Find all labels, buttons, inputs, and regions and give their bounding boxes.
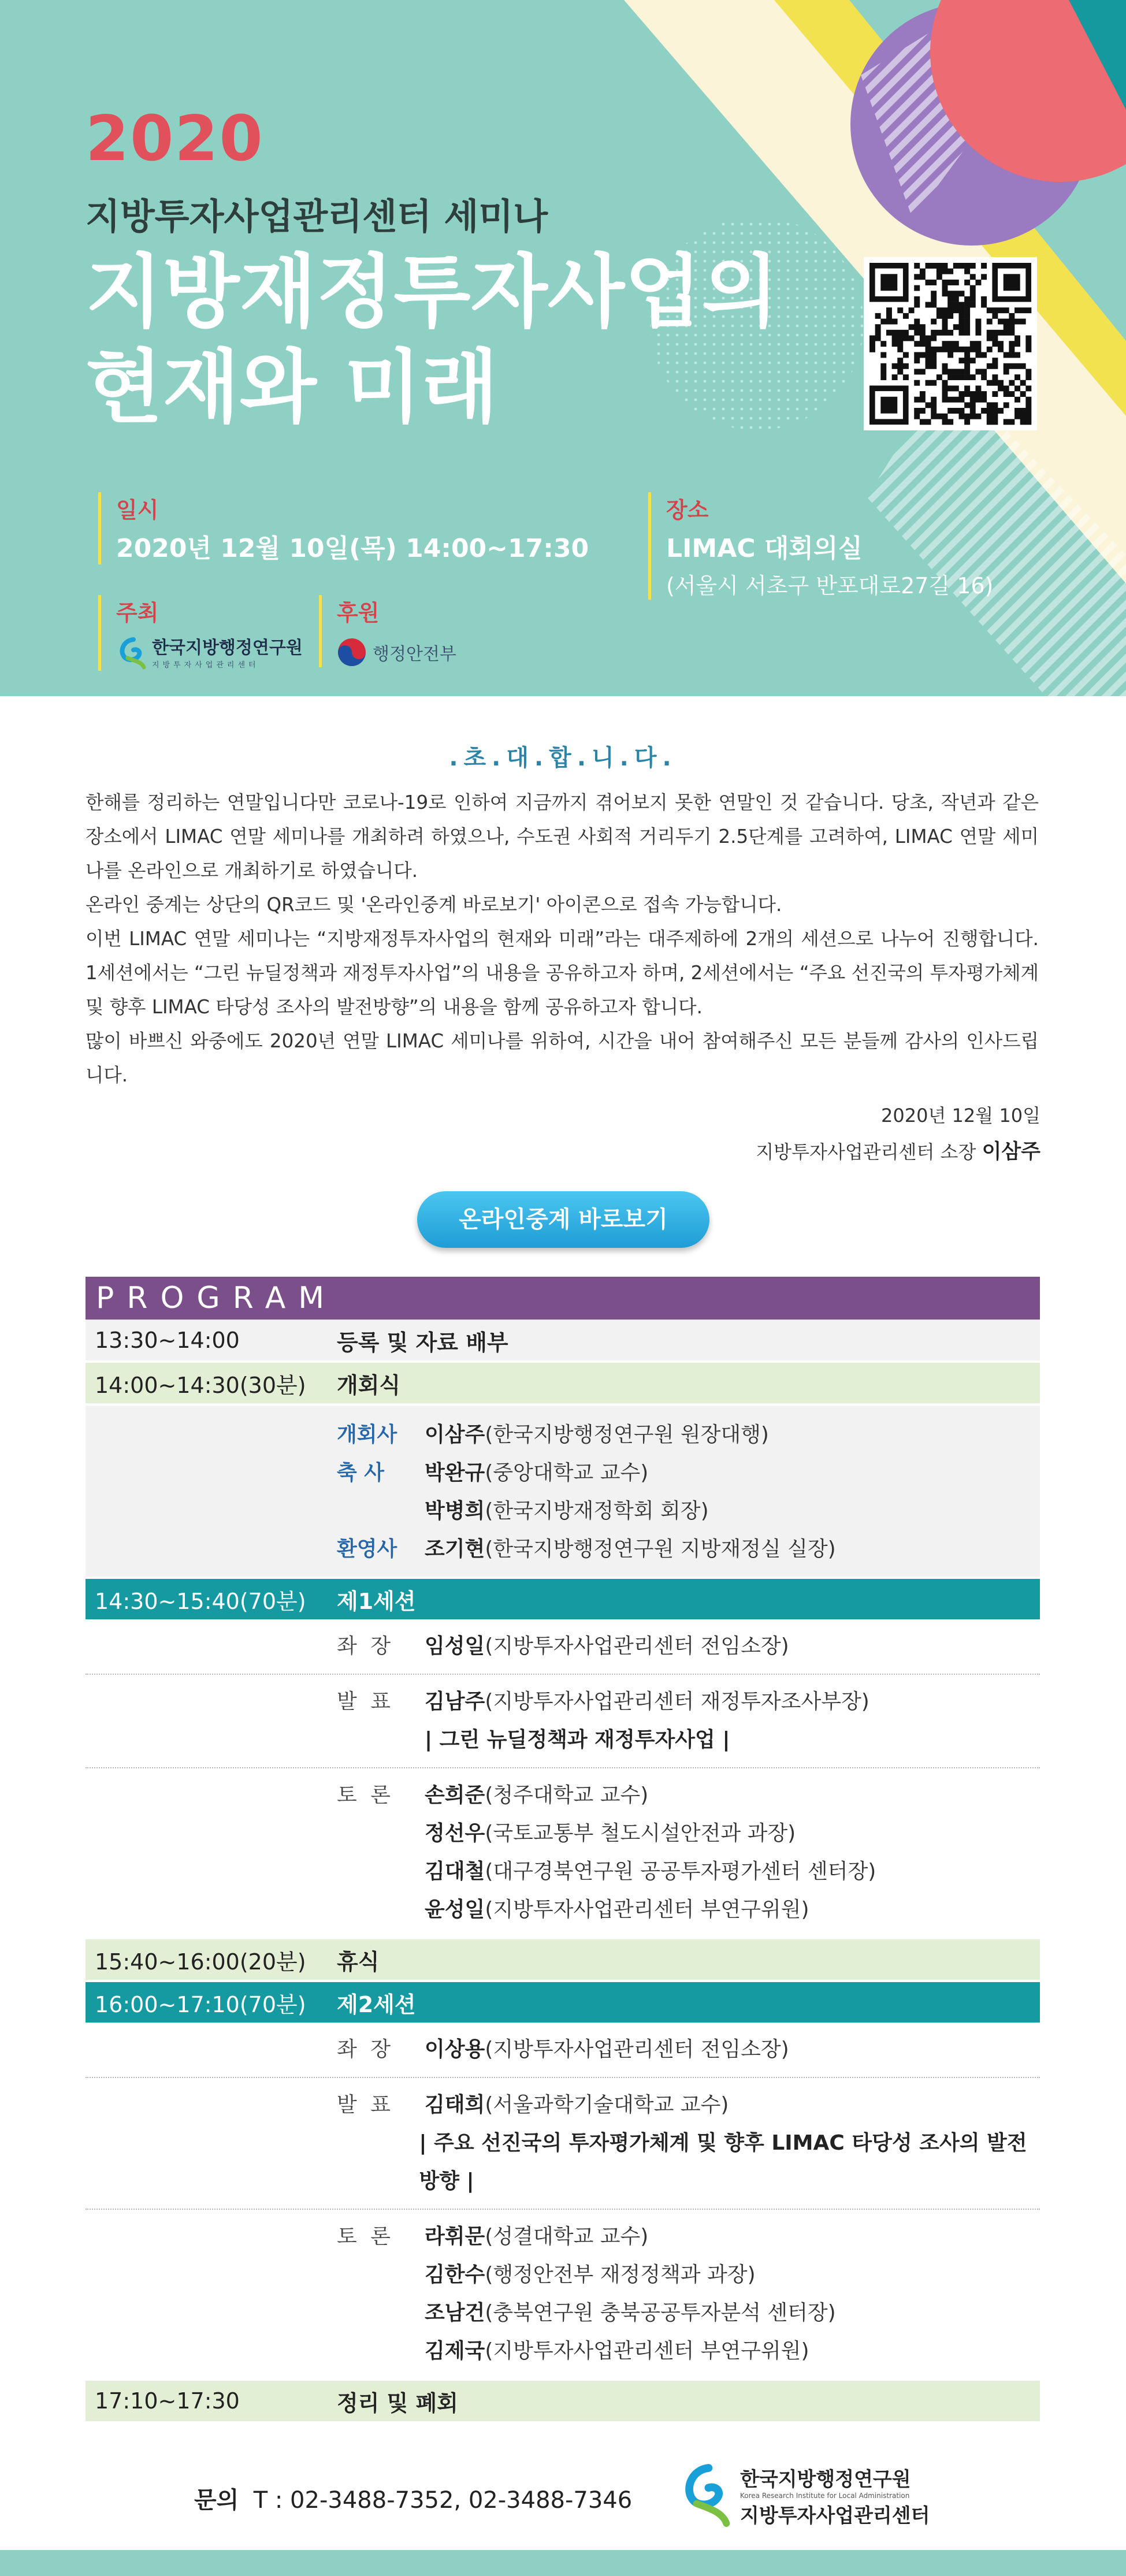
- program-time: 15:40~16:00(20분): [95, 1949, 306, 1975]
- event-title-line1: 지방재정투자사업의: [86, 246, 779, 339]
- program-row-closing: [86, 2381, 1040, 2421]
- event-year: 2020: [86, 103, 264, 175]
- person-affiliation: (충북연구원 충북공공투자분석 센터장): [485, 2301, 836, 2325]
- place-value: LIMAC 대회의실: [666, 534, 863, 563]
- person-affiliation: (중앙대학교 교수): [485, 1461, 649, 1485]
- person-affiliation: (대구경북연구원 공공투자평가센터 센터장): [485, 1860, 876, 1883]
- presenter-role: 발 표: [337, 2093, 394, 2117]
- program-time: 16:00~17:10(70분): [95, 1991, 306, 2017]
- session2-details: [86, 2023, 1040, 2378]
- person-name: 박완규: [425, 1461, 485, 1485]
- discussant-line: [86, 2256, 1040, 2294]
- signature-title: 지방투자사업관리센터 소장: [756, 1141, 976, 1163]
- event-subtitle: 지방투자사업관리센터 세미나: [86, 195, 548, 237]
- person-name: 김대철: [425, 1860, 485, 1883]
- discussant-line: [86, 2294, 1040, 2332]
- discussant-line: [86, 1776, 1040, 1815]
- session2-chair: [86, 2023, 1040, 2077]
- sponsor-org-name: 행정안전부: [373, 644, 456, 664]
- presenter-line: [86, 1683, 1040, 1721]
- invitation-paragraph: 이번 LIMAC 연말 세미나는 “지방재정투자사업의 현재와 미래”라는 대주제하에 2개의 세션으로 나누어 진행합니다. 1세션에서는 “그린 뉴딜정책과 재정투자사업”의 내용을 공유하고자 하며, 2세션에서는 “주요 선진국의 투자평가체계 및 향후 LIMAC 타당성 조사의 발전방향”의 내용을 함께 공유하고자 합니다.: [86, 928, 1039, 1018]
- person-affiliation: (한국지방재정학회 회장): [485, 1499, 709, 1523]
- opening-role: 개회사: [337, 1423, 397, 1447]
- presenter-line: [86, 2086, 1040, 2124]
- person-name: 임성일: [425, 1634, 485, 1658]
- date-value: 2020년 12월 10일(목) 14:00~17:30: [116, 534, 589, 563]
- sponsor-info: [319, 595, 456, 667]
- program-row-opening: [86, 1363, 1040, 1403]
- person-name: 정선우: [425, 1822, 485, 1845]
- host-org-name: 한국지방행정연구원: [152, 638, 303, 659]
- discussant-line: [86, 1853, 1040, 1891]
- person-affiliation: (지방투자사업관리센터 전임소장): [485, 2038, 789, 2061]
- hero-banner: [0, 0, 1126, 696]
- footer-org-english: Korea Research Institute for Local Administration: [740, 2492, 910, 2500]
- program-label: 제2세션: [337, 1991, 416, 2017]
- person-name: 윤성일: [425, 1898, 485, 1921]
- program-label: 휴식: [337, 1949, 380, 1975]
- live-stream-button[interactable]: 온라인중계 바로보기: [417, 1191, 709, 1248]
- date-label: 일시: [116, 497, 159, 523]
- topic-line: [86, 1721, 1040, 1759]
- footer-logo: [679, 2463, 930, 2528]
- program-label: 정리 및 폐회: [337, 2390, 458, 2416]
- person-affiliation: (국토교통부 철도시설안전과 과장): [485, 1822, 796, 1845]
- person-affiliation: (지방투자사업관리센터 부연구위원): [485, 1898, 809, 1921]
- program-time: 14:00~14:30(30분): [95, 1372, 306, 1398]
- program-header: PROGRAM: [86, 1277, 1040, 1319]
- invitation-paragraph: 한해를 정리하는 연말입니다만 코로나-19로 인하여 지금까지 겪어보지 못한 연말인 것 같습니다. 당초, 작년과 같은 장소에서 LIMAC 연말 세미나를 개최하려 하였으나, 수도권 사회적 거리두기 2.5단계를 고려하여, LIMAC 연말 세미나를 온라인으로 개최하기로 하였습니다.: [86, 791, 1039, 882]
- session1-presentation: [86, 1674, 1040, 1767]
- contact-phone: T : 02-3488-7352, 02-3488-7346: [253, 2487, 633, 2514]
- person-affiliation: (지방투자사업관리센터 전임소장): [485, 1634, 789, 1658]
- place-address: (서울시 서초구 반포대로27길 16): [666, 573, 994, 599]
- session2-presentation: [86, 2077, 1040, 2209]
- program-row-session2: [86, 1982, 1040, 2023]
- person-name: 라휘문: [425, 2225, 485, 2248]
- person-name: 김제국: [425, 2339, 485, 2363]
- invitation-body: [86, 786, 1039, 1092]
- opening-line: [86, 1530, 1040, 1568]
- presentation-topic: | 그린 뉴딜정책과 재정투자사업 |: [425, 1728, 730, 1752]
- footer-org-sub: 지방투자사업관리센터: [740, 2504, 930, 2527]
- signature-name: 이삼주: [982, 1140, 1040, 1164]
- person-name: 조남건: [425, 2301, 485, 2325]
- topic-line: [86, 2124, 1040, 2200]
- taeguk-emblem-icon: [337, 637, 367, 667]
- host-logo: [116, 637, 303, 671]
- discussion-role: 토 론: [337, 2225, 394, 2248]
- opening-role: 축 사: [337, 1461, 385, 1485]
- contact-label: 문의: [194, 2487, 239, 2514]
- person-affiliation: (지방투자사업관리센터 재정투자조사부장): [485, 1690, 869, 1713]
- person-affiliation: (성결대학교 교수): [485, 2225, 649, 2248]
- person-affiliation: (서울과학기술대학교 교수): [485, 2093, 729, 2117]
- krila-logo-icon: [679, 2464, 734, 2527]
- opening-line: [86, 1416, 1040, 1454]
- place-label: 장소: [666, 497, 709, 523]
- chair-line: [86, 2031, 1040, 2069]
- person-affiliation: (행정안전부 재정정책과 과장): [485, 2263, 756, 2287]
- opening-line: [86, 1454, 1040, 1492]
- person-name: 김한수: [425, 2263, 485, 2287]
- person-affiliation: (한국지방행정연구원 지방재정실 실장): [485, 1537, 836, 1561]
- person-name: 이삼주: [425, 1423, 485, 1447]
- date-info: [98, 492, 589, 564]
- program-row-break: [86, 1939, 1040, 1980]
- session1-chair: [86, 1619, 1040, 1674]
- person-name: 조기현: [425, 1537, 485, 1561]
- host-info: [98, 595, 303, 671]
- session2-discussion: [86, 2209, 1040, 2378]
- sponsor-label: 후원: [337, 600, 380, 626]
- program-row-registration: [86, 1319, 1040, 1361]
- krila-logo-icon: [116, 637, 148, 671]
- opening-details: [86, 1406, 1040, 1577]
- chair-line: [86, 1627, 1040, 1666]
- person-affiliation: (지방투자사업관리센터 부연구위원): [485, 2339, 809, 2363]
- program-row-session1: [86, 1579, 1040, 1619]
- sponsor-logo: [337, 637, 456, 667]
- discussion-role: 토 론: [337, 1783, 394, 1807]
- presenter-role: 발 표: [337, 1690, 394, 1713]
- session1-details: [86, 1619, 1040, 1937]
- discussant-line: [86, 1815, 1040, 1853]
- discussant-line: [86, 2332, 1040, 2370]
- contact-info: [194, 2482, 632, 2515]
- person-affiliation: (한국지방행정연구원 원장대행): [485, 1423, 769, 1447]
- person-name: 손희준: [425, 1783, 485, 1807]
- event-title-line2: 현재와 미래: [86, 341, 499, 434]
- qr-code-graphic: [864, 257, 1037, 430]
- program-time: 17:10~17:30: [95, 2388, 240, 2414]
- person-name: 박병희: [425, 1499, 485, 1523]
- qr-code[interactable]: [864, 257, 1037, 430]
- chair-role: 좌 장: [337, 1634, 394, 1658]
- host-label: 주최: [116, 600, 159, 626]
- discussant-line: [86, 2218, 1040, 2256]
- program-label: 등록 및 자료 배부: [337, 1329, 508, 1355]
- program-table: [86, 1277, 1040, 2421]
- signature-date: 2020년 12월 10일: [881, 1105, 1040, 1127]
- invitation-paragraph: 온라인 중계는 상단의 QR코드 및 '온라인중계 바로보기' 아이콘으로 접속 가능합니다.: [86, 894, 782, 916]
- session1-discussion: [86, 1767, 1040, 1937]
- invitation-title: .초.대.합.니.다.: [449, 745, 677, 771]
- program-time: 13:30~14:00: [95, 1328, 240, 1353]
- chair-role: 좌 장: [337, 2038, 394, 2061]
- program-label: 제1세션: [337, 1588, 416, 1614]
- host-org-sub: 지방투자사업관리센터: [152, 660, 259, 670]
- person-name: 이상용: [425, 2038, 485, 2061]
- program-label: 개회식: [337, 1372, 401, 1398]
- presentation-topic: | 주요 선진국의 투자평가체계 및 향후 LIMAC 타당성 조사의 발전방향 |: [419, 2131, 1027, 2193]
- person-affiliation: (청주대학교 교수): [485, 1783, 649, 1807]
- bottom-bar: [0, 2550, 1126, 2576]
- opening-role: 환영사: [337, 1537, 397, 1561]
- invitation-paragraph: 많이 바쁘신 와중에도 2020년 연말 LIMAC 세미나를 위하여, 시간을 내어 참여해주신 모든 분들께 감사의 인사드립니다.: [86, 1030, 1039, 1086]
- signature: [756, 1136, 1040, 1165]
- place-info: [648, 492, 993, 600]
- discussant-line: [86, 1891, 1040, 1929]
- person-name: 김태희: [425, 2093, 485, 2117]
- opening-line: [86, 1492, 1040, 1530]
- footer-org-name: 한국지방행정연구원: [740, 2468, 911, 2491]
- person-name: 김남주: [425, 1690, 485, 1713]
- program-time: 14:30~15:40(70분): [95, 1588, 306, 1614]
